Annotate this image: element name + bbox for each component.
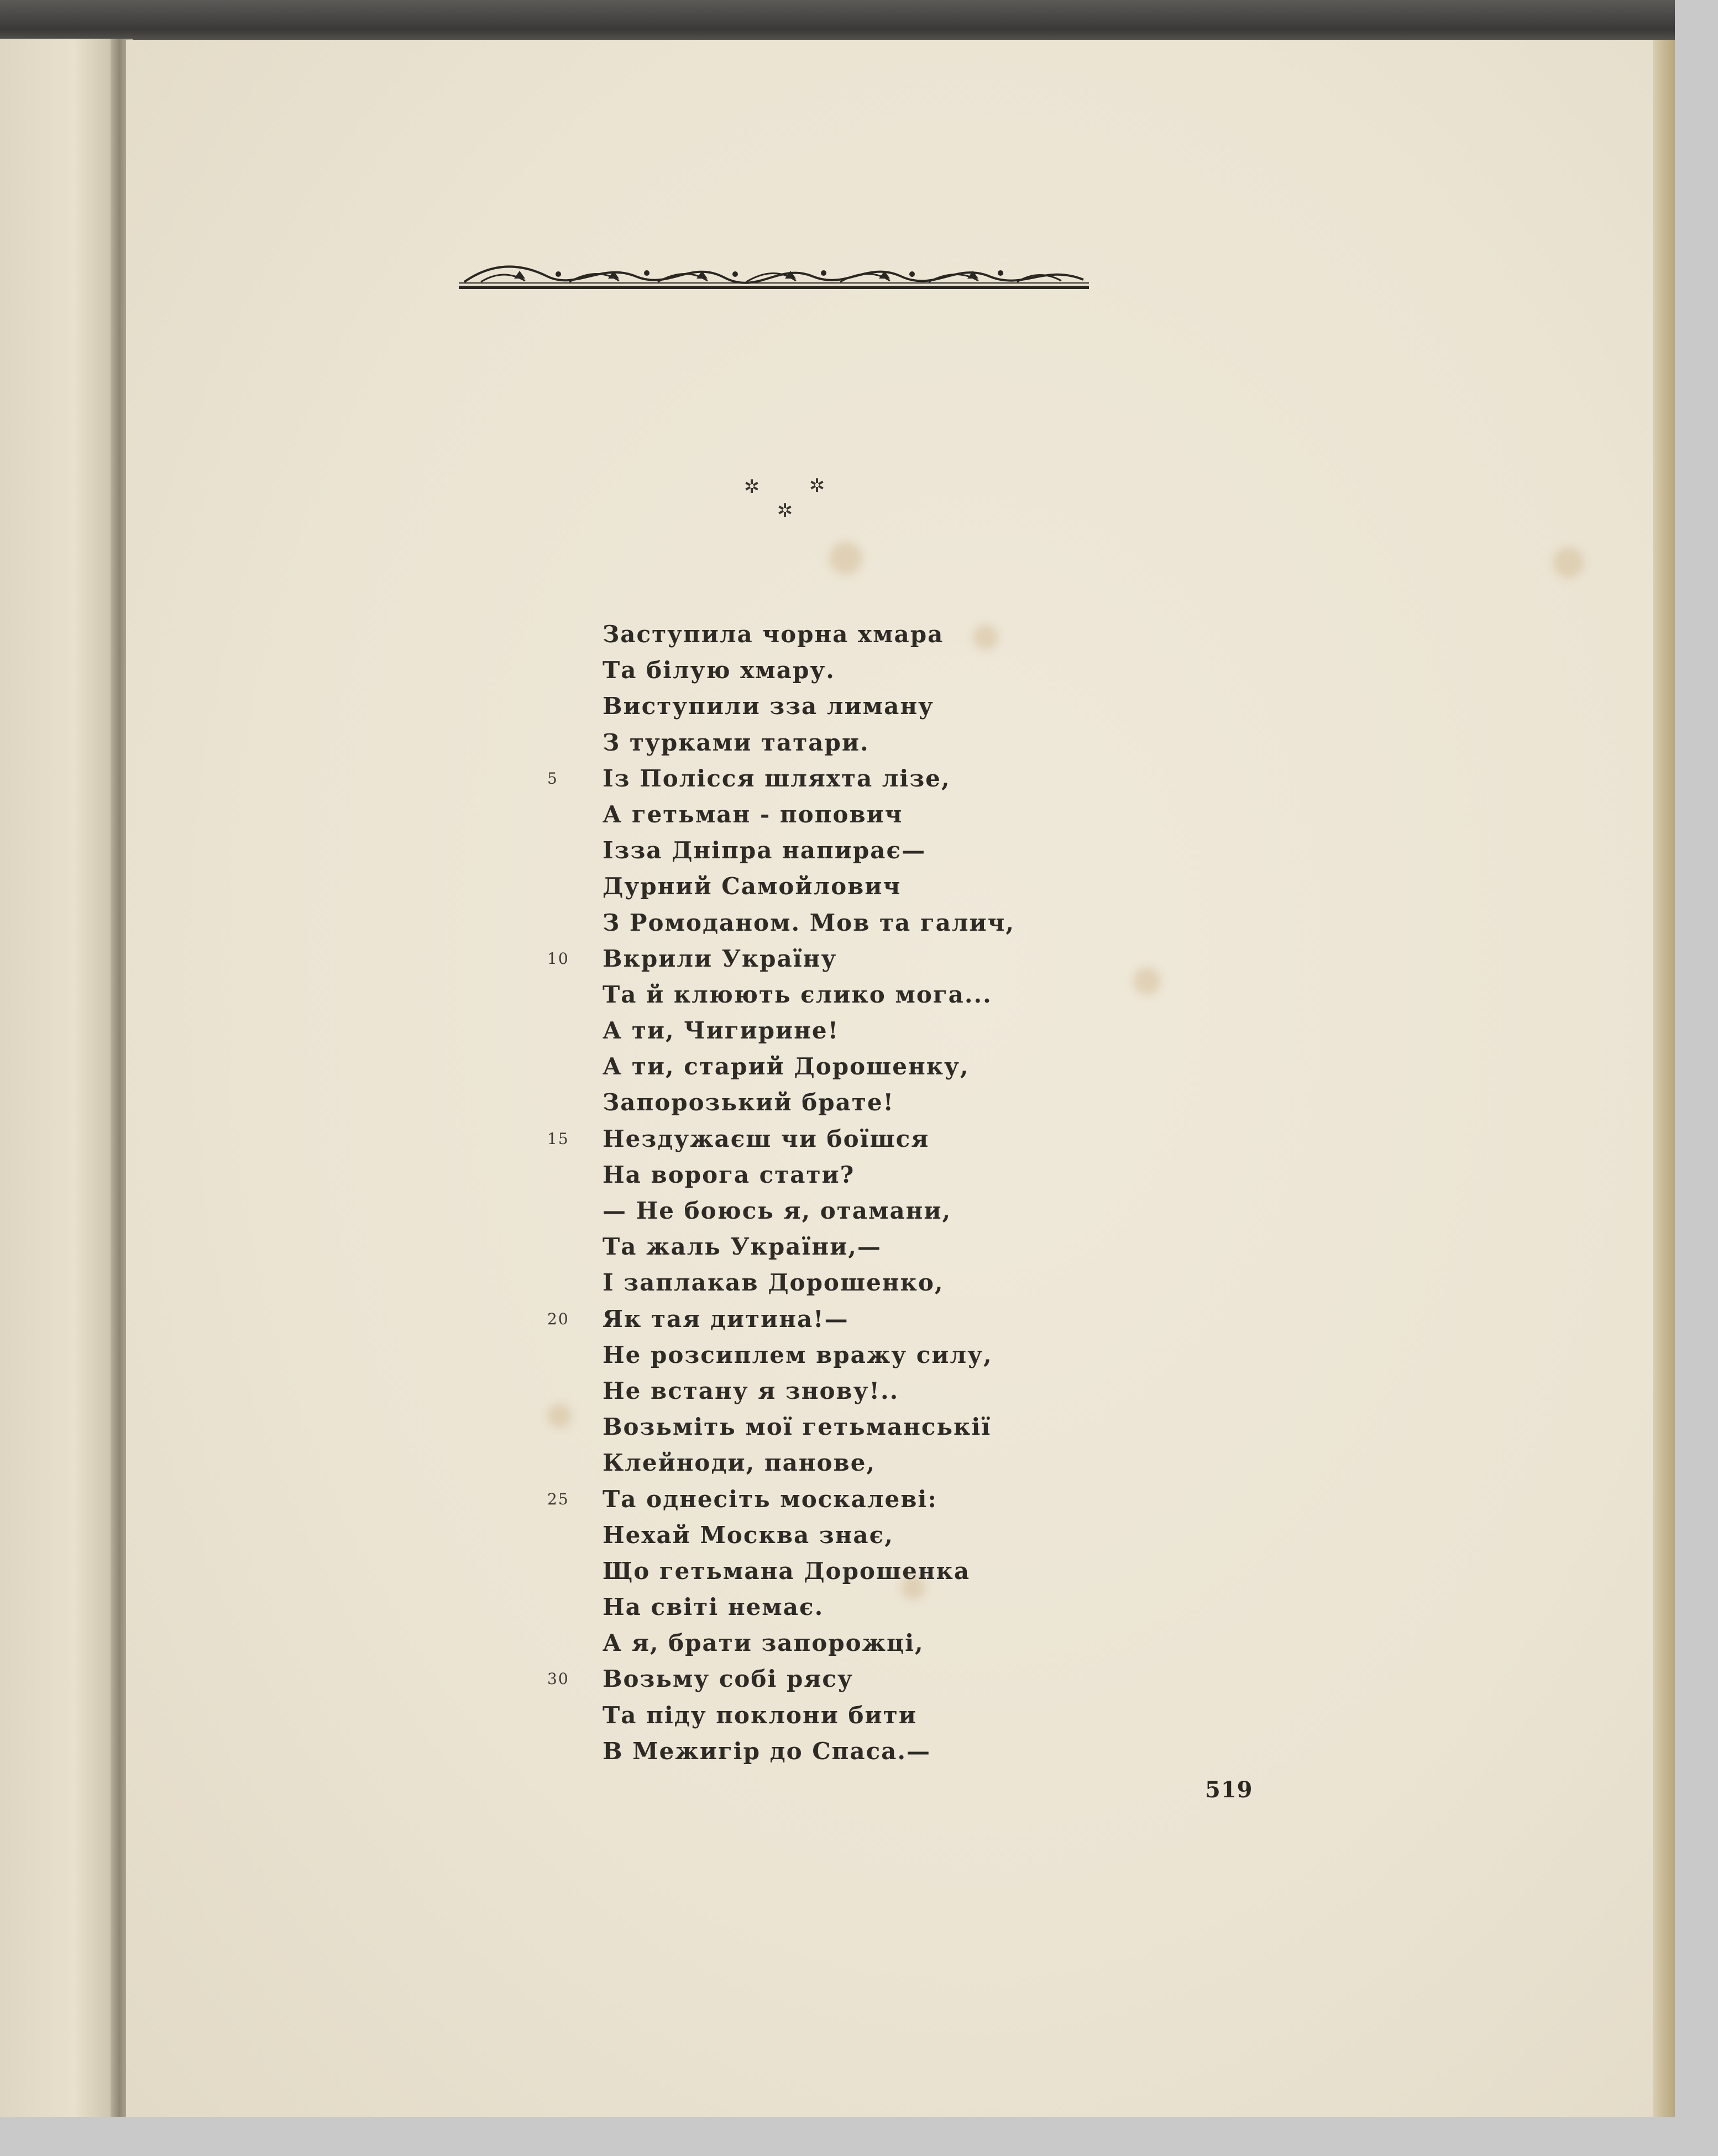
- poem-line-text: Запорозький брате!: [603, 1089, 894, 1116]
- poem-line: [603, 1265, 1100, 1300]
- poem-line: [603, 796, 1100, 832]
- poem-line: [603, 832, 1100, 868]
- poem-line-text: Із Полісся шляхта лізе,: [603, 764, 951, 792]
- poem-line: [603, 1373, 1100, 1409]
- poem-line: [603, 616, 1100, 652]
- poem-line-text: Не встану я знову!..: [603, 1377, 899, 1404]
- poem-line: [603, 977, 1100, 1013]
- poem-line-text: А я, брати запорожці,: [603, 1629, 924, 1657]
- poem-line-text: Що гетьмана Дорошенка: [603, 1557, 971, 1585]
- poem-block: [547, 616, 1100, 1769]
- line-number: 25: [547, 1489, 569, 1508]
- svg-text:✲: ✲: [777, 500, 793, 522]
- poem-line: [603, 1337, 1100, 1373]
- line-number: 30: [547, 1670, 569, 1688]
- poem-line: [603, 1517, 1100, 1553]
- poem-line-text: Не розсиплем вражу силу,: [603, 1341, 993, 1368]
- poem-line: [547, 941, 1100, 977]
- poem-line: [603, 1625, 1100, 1661]
- poem-line-text: Клейноди, панове,: [603, 1449, 876, 1477]
- poem-line-text: Та однесіть москалеві:: [603, 1485, 937, 1513]
- foxing-spot: [547, 1404, 572, 1428]
- poem-line: [603, 688, 1100, 724]
- poem-line-text: В Межигір до Спаса.—: [603, 1737, 931, 1765]
- poem-line: [603, 725, 1100, 760]
- poem-line-text: З Ромоданом. Мов та галич,: [603, 909, 1015, 936]
- poem-line-text: А ти, Чигирине!: [603, 1017, 840, 1045]
- poem-line: [603, 1193, 1100, 1229]
- poem-line-text: На світі немає.: [603, 1593, 824, 1621]
- svg-text:✲: ✲: [809, 475, 825, 497]
- poem-line: [547, 1301, 1100, 1337]
- poem-line-text: Та піду поклони бити: [603, 1701, 917, 1729]
- poem-line-text: Та й клюють єлико мога...: [603, 980, 992, 1008]
- poem-line: [603, 1589, 1100, 1625]
- poem-line: [603, 1048, 1100, 1084]
- poem-line-text: А гетьман - попович: [603, 800, 903, 828]
- poem-line-text: Заступила чорна хмара: [603, 621, 944, 648]
- poem-line: [603, 1697, 1100, 1733]
- poem-line-text: Виступили зза лиману: [603, 693, 934, 720]
- poem-line: [547, 1121, 1100, 1157]
- line-number: 5: [547, 769, 558, 788]
- foxing-spot: [829, 542, 862, 575]
- poem-line-text: — Не боюсь я, отамани,: [603, 1197, 952, 1224]
- foxing-spot: [1553, 547, 1584, 578]
- poem-line: [603, 652, 1100, 688]
- poem-line: [547, 1481, 1100, 1517]
- poem-line: [603, 1409, 1100, 1445]
- poem-line-text: Возьміть мої гетьманськії: [603, 1413, 992, 1441]
- poem-line: [603, 1229, 1100, 1265]
- poem-line-text: І заплакав Дорошенко,: [603, 1269, 944, 1297]
- poem-line: [547, 1661, 1100, 1697]
- poem-line-text: З турками татари.: [603, 728, 870, 756]
- poem-line-text: Вкрили Україну: [603, 945, 837, 972]
- poem-line-text: Як тая дитина!—: [603, 1305, 849, 1333]
- line-number: 15: [547, 1129, 569, 1148]
- poem-line: [547, 760, 1100, 796]
- foxing-spot: [1133, 967, 1161, 995]
- line-number: 10: [547, 949, 569, 968]
- poem-line: [603, 1733, 1100, 1769]
- page-right-edge: [1653, 40, 1675, 2117]
- poem-line: [603, 1084, 1100, 1120]
- poem-line-text: Ізза Дніпра напирає—: [603, 837, 926, 864]
- poem-line-text: Та жаль України,—: [603, 1233, 882, 1261]
- page-number: 519: [1205, 1777, 1253, 1803]
- ornament-headpiece: [459, 260, 1089, 293]
- poem-line-text: Возьму собі рясу: [603, 1665, 853, 1693]
- poem-line-text: Та білую хмару.: [603, 657, 835, 684]
- poem-line: [603, 905, 1100, 941]
- poem-line: [603, 1553, 1100, 1589]
- poem-line-text: Нездужаєш чи боїшся: [603, 1125, 930, 1152]
- svg-text:✲: ✲: [743, 476, 760, 498]
- poem-line-text: Нехай Москва знає,: [603, 1521, 894, 1549]
- poem-line-text: Дурний Самойлович: [603, 873, 902, 900]
- poem-line-text: А ти, старий Дорошенку,: [603, 1053, 970, 1080]
- poem-line: [603, 1445, 1100, 1481]
- poem-line: [603, 1157, 1100, 1193]
- poem-line-text: На ворога стати?: [603, 1161, 855, 1188]
- line-number: 20: [547, 1309, 569, 1328]
- poem-line: [603, 868, 1100, 904]
- left-page-edge: [0, 39, 124, 2117]
- poem-line: [603, 1013, 1100, 1048]
- asterism-icon: [730, 470, 840, 525]
